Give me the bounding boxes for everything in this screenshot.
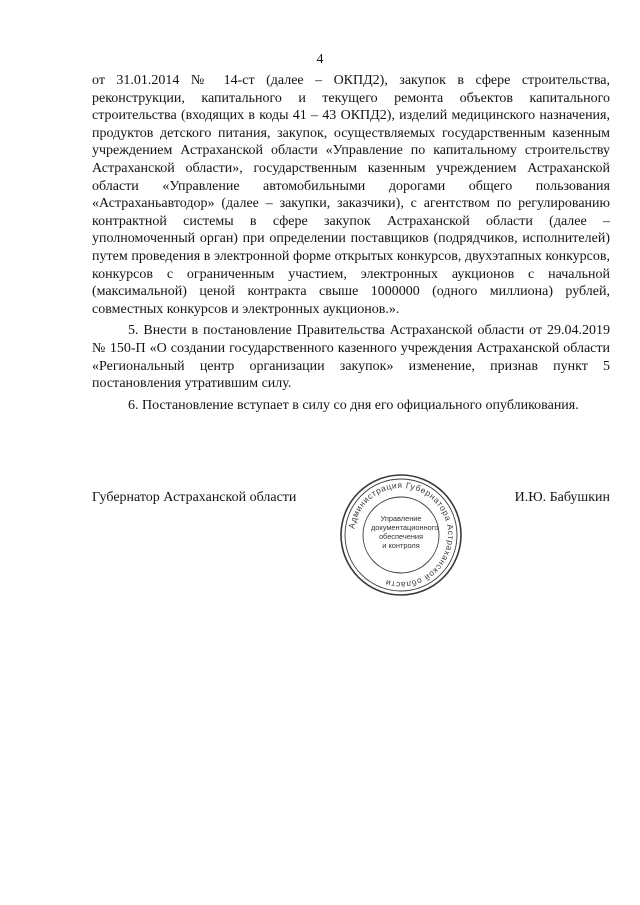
stamp-inner-text bbox=[371, 514, 439, 550]
signature-block bbox=[0, 470, 640, 600]
paragraph-item-5: 5. Внести в постановление Правительства Астраханской области от 29.04.2019 № 150-П «О создании государственного казенного учреждения Астраханской области «Региональный центр организации закупок» изменение, признав пункт 5 постановления утратившим силу. bbox=[92, 323, 610, 392]
stamp-outer-text: Администрация Губернатора Астраханской области bbox=[346, 479, 457, 591]
stamp-inner-line: и контроля bbox=[382, 541, 420, 550]
signatory-title: Губернатор Астраханской области bbox=[92, 490, 297, 505]
paragraph-continuation: от 31.01.2014 № 14-ст (далее – ОКПД2), закупок в сфере строительства, реконструкции, капитального и текущего ремонта объектов капитального строительства (входящих в коды 41 – 43 ОКПД2), изделий медицинского назначения, продуктов детского питания, закупок, осуществляемых государственным казенным учреждением Астраханской области «Управление по капитальному строительству Астраханской области», государственным казенным учреждением Астраханской области «Управление автомобильными дорогами общего пользования «Астраханьавтодор» (далее – закупки, заказчики), с агентством по регулированию контрактной системы в сфере закупок Астраханской области (далее – уполномоченный орган) при определении поставщиков (подрядчиков, исполнителей) путем проведения в электронной форме открытых конкурсов, двухэтапных конкурсов, конкурсов с ограниченным участием, электронных аукционов с начальной (максимальной) ценой контракта свыше 1000000 (одного миллиона) рублей, совместных конкурсов и электронных аукционов.». bbox=[92, 73, 610, 317]
paragraph-item-6: 6. Постановление вступает в силу со дня его официального опубликования. bbox=[128, 397, 579, 413]
stamp-inner-line: обеспечения bbox=[378, 532, 424, 541]
signatory-name: И.Ю. Бабушкин bbox=[514, 490, 610, 505]
stamp-inner-line: документационного bbox=[371, 523, 439, 532]
stamp-inner-line: Управление bbox=[380, 514, 422, 523]
page-number: 4 bbox=[316, 52, 324, 67]
document-body bbox=[92, 72, 610, 414]
official-stamp bbox=[336, 470, 466, 600]
